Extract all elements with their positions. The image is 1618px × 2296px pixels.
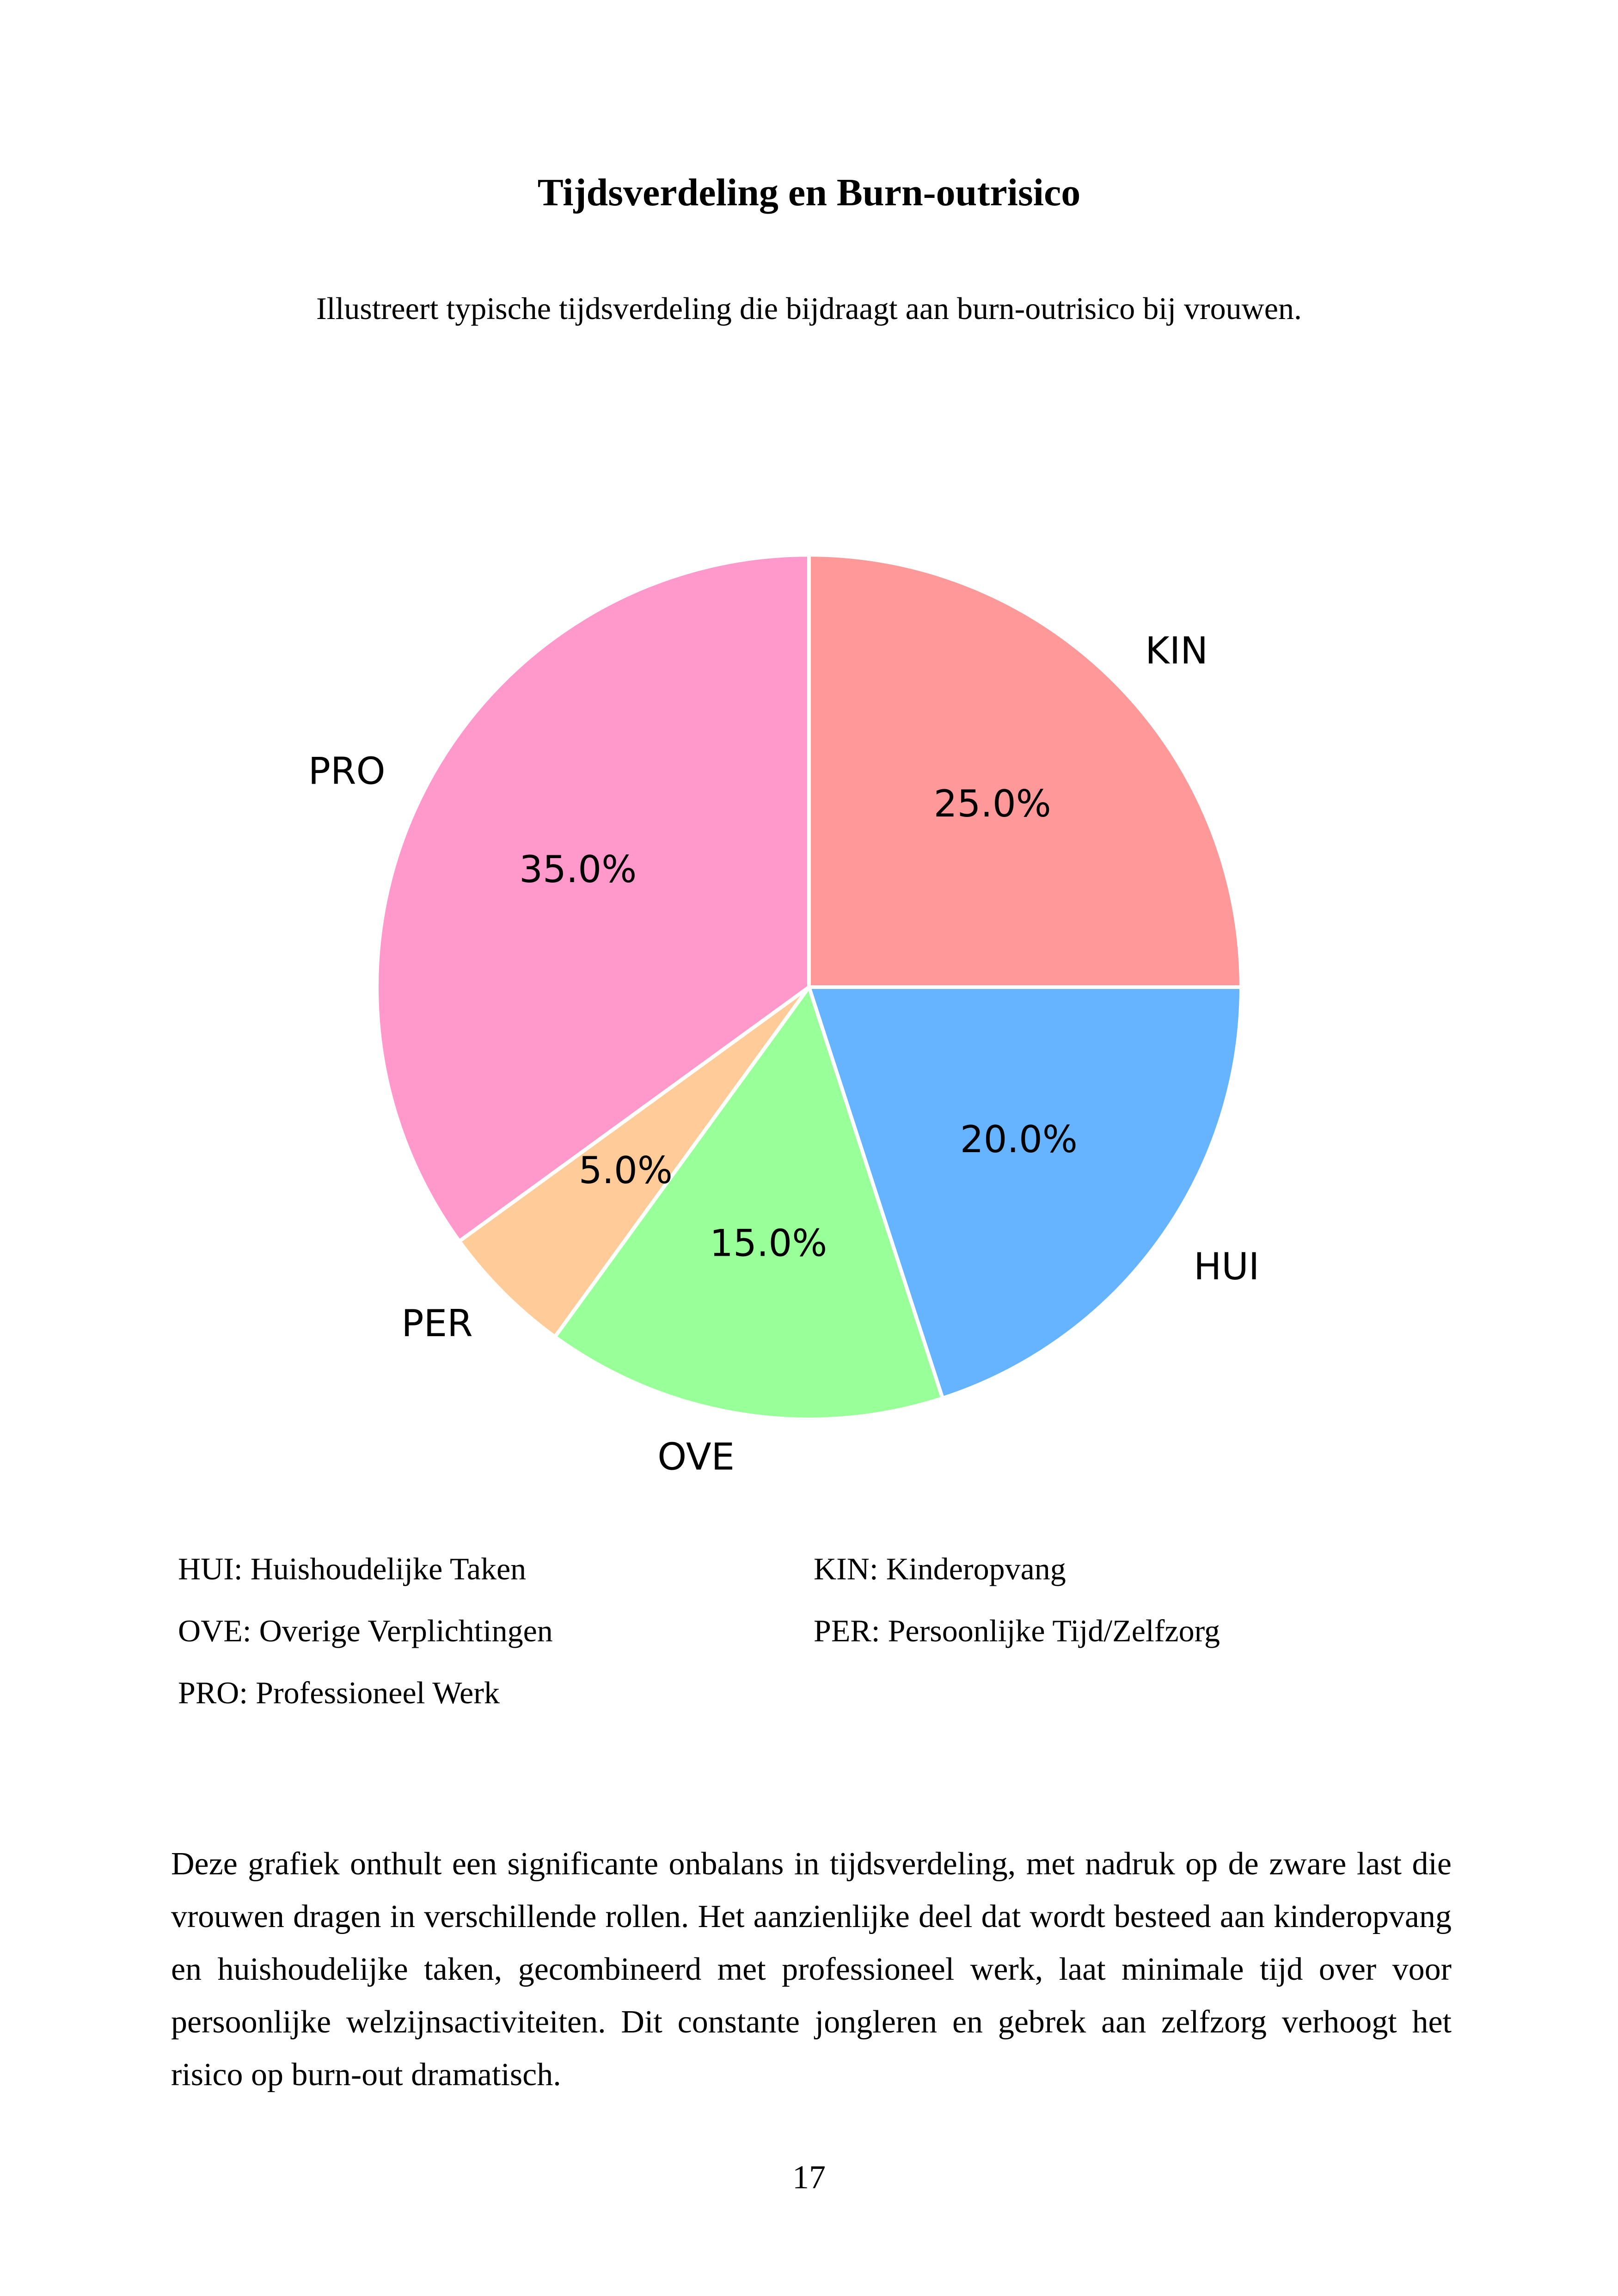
pie-category-label-hui: HUI — [1194, 1245, 1260, 1289]
legend-item-hui: HUI: Huishoudelijke Taken — [178, 1551, 527, 1586]
legend — [178, 1547, 1472, 1715]
pie-percent-label-kin: 25.0% — [933, 782, 1051, 825]
pie-category-label-pro: PRO — [308, 749, 386, 793]
pie-percent-label-pro: 35.0% — [519, 847, 637, 891]
pie-percent-label-ove: 15.0% — [710, 1222, 827, 1265]
legend-item-per: PER: Persoonlijke Tijd/Zelfzorg — [814, 1613, 1220, 1648]
chart-title: Tijdsverdeling en Burn-outrisico — [537, 171, 1081, 214]
pie-percent-label-per: 5.0% — [578, 1149, 673, 1192]
chart-subtitle: Illustreert typische tijdsverdeling die bijdraagt aan burn-outrisico bij vrouwen. — [316, 291, 1302, 326]
legend-item-kin: KIN: Kinderopvang — [814, 1551, 1066, 1586]
body-paragraph: Deze grafiek onthult een significante onbalans in tijdsverdeling, met nadruk op de zware last die vrouwen dragen in verschillende rollen. Het aanzienlijke deel dat wordt besteed aan kinderopvang en huishoudelijke taken, gecombineerd met professioneel werk, laat minimale tijd over voor persoonlijke welzijnsactiviteiten. Dit constante jongleren en gebrek aan zelfzorg verhoogt het risico op burn-out dramatisch. — [171, 1846, 1452, 2093]
legend-item-pro: PRO: Professioneel Werk — [178, 1675, 500, 1710]
legend-item-ove: OVE: Overige Verplichtingen — [178, 1613, 553, 1648]
pie-category-label-per: PER — [401, 1301, 473, 1345]
pie-slice-kin — [809, 555, 1241, 987]
page-number: 17 — [792, 2159, 826, 2196]
pie-percent-label-hui: 20.0% — [960, 1118, 1078, 1161]
pie-category-label-kin: KIN — [1145, 629, 1208, 673]
pie-category-label-ove: OVE — [657, 1435, 735, 1479]
